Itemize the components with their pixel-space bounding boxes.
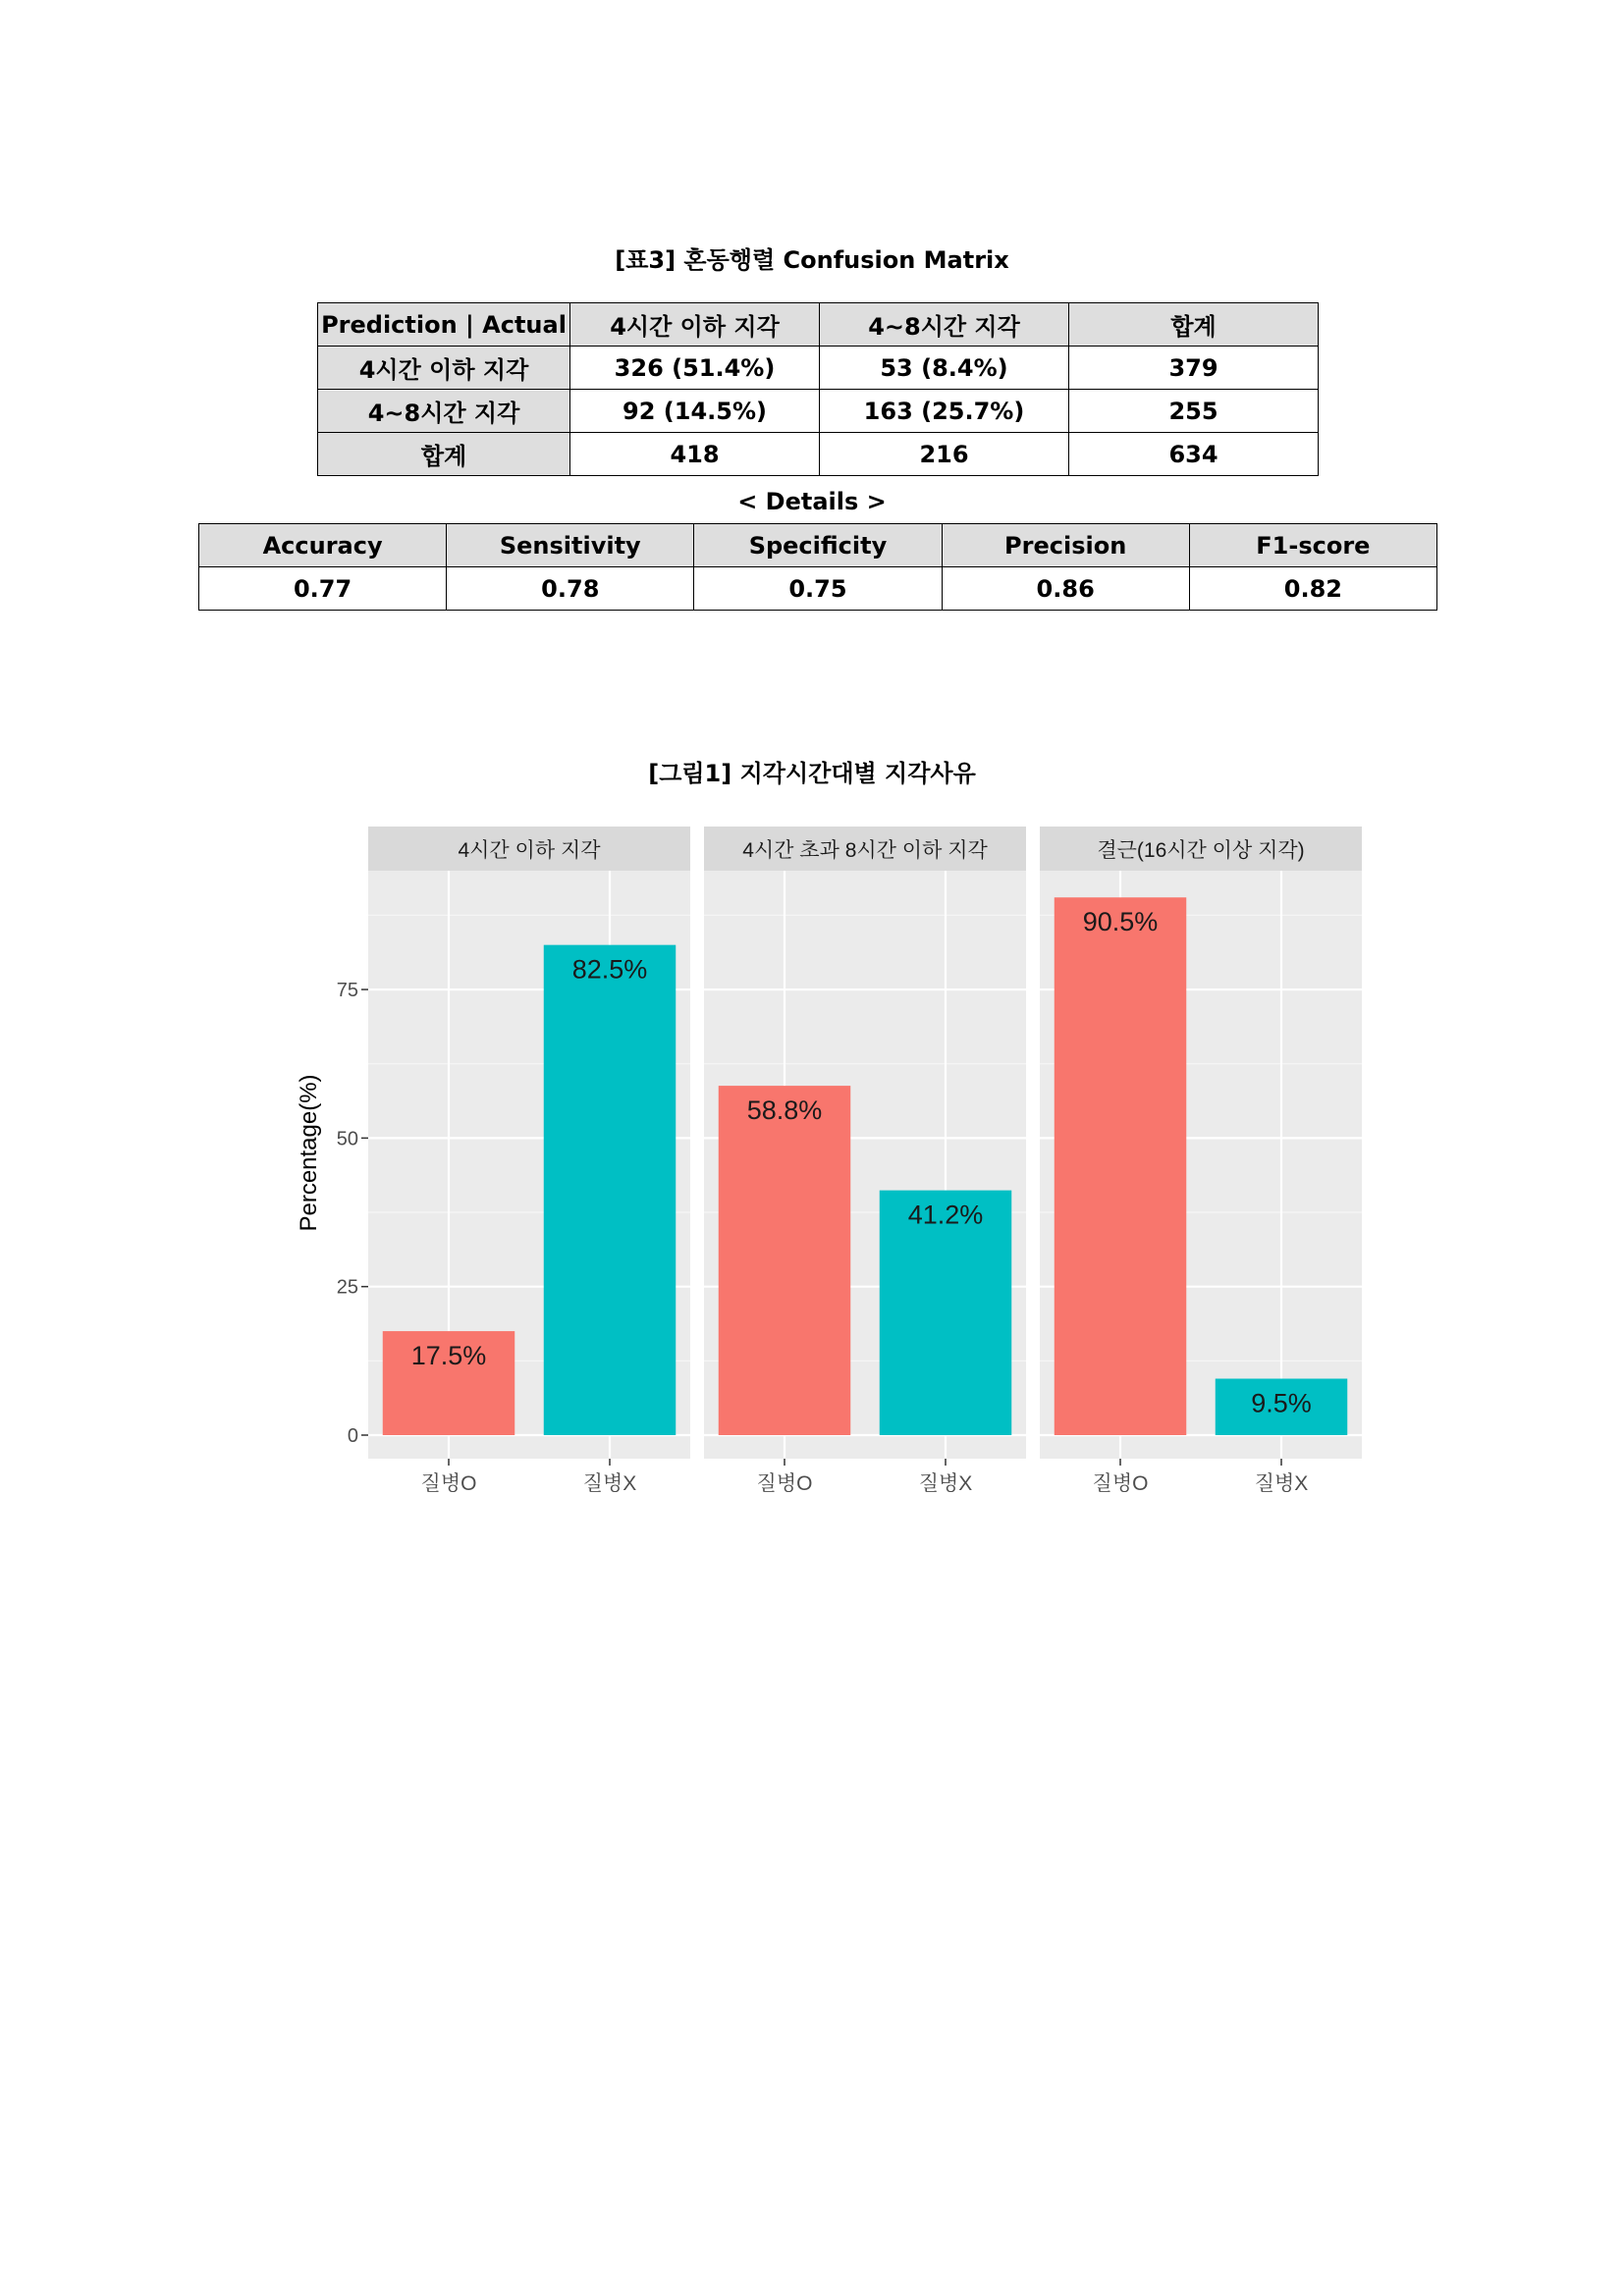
table-header-cell: Prediction | Actual — [318, 303, 570, 347]
metric-value: 0.86 — [942, 567, 1189, 611]
table-cell: 216 — [820, 433, 1069, 476]
table-cell: 255 — [1069, 390, 1319, 433]
x-tick-label: 질병X — [918, 1472, 973, 1492]
metric-header: Sensitivity — [447, 524, 694, 567]
x-tick-label: 질병X — [582, 1472, 637, 1492]
metric-value: 0.75 — [694, 567, 942, 611]
table-header-cell: 4~8시간 지각 — [820, 303, 1069, 347]
metric-value: 0.77 — [199, 567, 447, 611]
table-cell: 326 (51.4%) — [570, 347, 820, 390]
table-cell: 53 (8.4%) — [820, 347, 1069, 390]
confusion-matrix-caption: [표3] 혼동행렬 Confusion Matrix — [615, 246, 1009, 274]
x-tick-label: 질병X — [1254, 1472, 1309, 1492]
table-cell: 92 (14.5%) — [570, 390, 820, 433]
y-tick-label: 75 — [336, 980, 358, 1002]
table-header-cell: 합계 — [1069, 303, 1319, 347]
table-cell: 418 — [570, 433, 820, 476]
y-tick-label: 50 — [336, 1128, 358, 1150]
details-table — [198, 523, 1437, 611]
row-label: 4~8시간 지각 — [318, 390, 570, 433]
bar-data-label: 82.5% — [571, 954, 648, 985]
confusion-matrix-table — [317, 302, 1319, 476]
table-header-row — [199, 524, 1437, 567]
row-label: 합계 — [318, 433, 570, 476]
bar — [1055, 897, 1186, 1435]
facet-title: 4시간 이하 지각 — [458, 839, 601, 862]
details-caption: < Details > — [737, 488, 887, 515]
metric-header: Specificity — [694, 524, 942, 567]
facet-title: 결근(16시간 이상 지각) — [1097, 839, 1305, 862]
metric-header: Precision — [942, 524, 1189, 567]
faceted-bar-chart — [285, 815, 1384, 1492]
row-label: 4시간 이하 지각 — [318, 347, 570, 390]
table-cell: 379 — [1069, 347, 1319, 390]
table-header-row — [318, 303, 1319, 347]
x-tick-label: 질병O — [1092, 1472, 1149, 1492]
table-cell: 163 (25.7%) — [820, 390, 1069, 433]
table-header-cell: 4시간 이하 지각 — [570, 303, 820, 347]
y-tick-label: 0 — [347, 1425, 358, 1447]
bar — [719, 1086, 850, 1435]
bar-data-label: 9.5% — [1251, 1388, 1312, 1418]
y-tick-label: 25 — [336, 1276, 358, 1299]
y-axis-title: Percentage(%) — [296, 1074, 322, 1232]
x-tick-label: 질병O — [420, 1472, 477, 1492]
bar-data-label: 17.5% — [410, 1341, 487, 1371]
table-row — [318, 347, 1319, 390]
table-cell: 634 — [1069, 433, 1319, 476]
metric-header: Accuracy — [199, 524, 447, 567]
table-row — [199, 567, 1437, 611]
metric-header: F1-score — [1189, 524, 1436, 567]
metric-value: 0.78 — [447, 567, 694, 611]
x-tick-label: 질병O — [756, 1472, 813, 1492]
table-row — [318, 433, 1319, 476]
table-row — [318, 390, 1319, 433]
bar — [544, 945, 676, 1435]
bar-data-label: 58.8% — [746, 1095, 823, 1126]
bar-data-label: 41.2% — [907, 1200, 984, 1230]
figure-caption: [그림1] 지각시간대별 지각사유 — [648, 760, 976, 787]
bar-data-label: 90.5% — [1082, 907, 1159, 937]
facet-title: 4시간 초과 8시간 이하 지각 — [742, 839, 988, 862]
metric-value: 0.82 — [1189, 567, 1436, 611]
